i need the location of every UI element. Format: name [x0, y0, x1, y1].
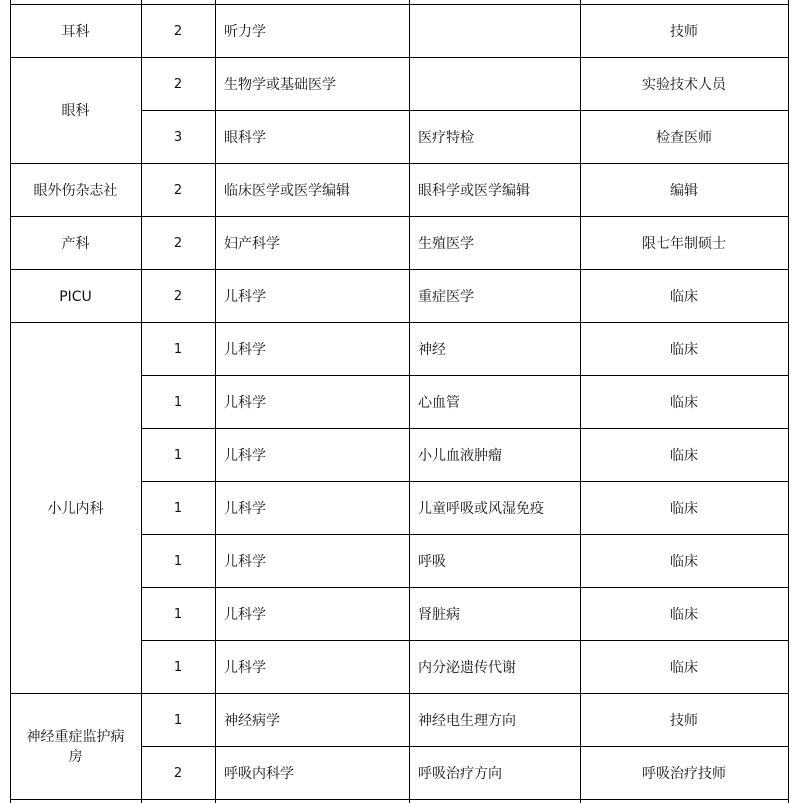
- grid-line: [141, 428, 789, 429]
- direction-cell: [409, 5, 580, 58]
- grid-line: [409, 0, 410, 803]
- grid-line: [215, 0, 216, 803]
- count-cell: 1: [173, 712, 183, 728]
- note-cell: 技师: [670, 23, 698, 40]
- note-cell: 技师: [670, 712, 698, 729]
- note-cell: 实验技术人员: [642, 76, 726, 93]
- count-cell: 1: [173, 394, 183, 410]
- major-cell: 儿科学: [224, 288, 266, 305]
- count-cell: 2: [173, 765, 183, 781]
- dept-label: 耳科: [61, 23, 90, 40]
- dept-cell: [10, 270, 141, 323]
- dept-cell: [10, 217, 141, 270]
- count-cell: 2: [173, 288, 183, 304]
- grid-line: [788, 0, 789, 803]
- grid-line: [141, 534, 789, 535]
- note-cell: 临床: [670, 553, 698, 570]
- count-cell: 1: [173, 553, 183, 569]
- major-cell: 听力学: [224, 23, 266, 40]
- major-cell: 生物学或基础医学: [224, 76, 336, 93]
- direction-cell: 肾脏病: [418, 606, 460, 623]
- direction-cell: 神经: [418, 341, 446, 358]
- direction-cell: 神经电生理方向: [418, 712, 516, 729]
- count-cell: 2: [173, 235, 183, 251]
- direction-cell: 眼科学或医学编辑: [418, 182, 530, 199]
- count-cell: 1: [173, 500, 183, 516]
- major-cell: 儿科学: [224, 500, 266, 517]
- grid-line: [10, 4, 789, 5]
- major-cell: 呼吸内科学: [224, 765, 294, 782]
- count-cell: 3: [173, 129, 183, 145]
- count-cell: 1: [173, 659, 183, 675]
- grid-line: [10, 269, 789, 270]
- major-cell: 儿科学: [224, 553, 266, 570]
- grid-line: [141, 0, 142, 803]
- direction-cell: 生殖医学: [418, 235, 474, 252]
- major-cell: 眼科学: [224, 129, 266, 146]
- note-cell: 检查医师: [656, 129, 712, 146]
- major-cell: 儿科学: [224, 447, 266, 464]
- major-cell: 儿科学: [224, 606, 266, 623]
- direction-cell: 心血管: [418, 394, 460, 411]
- count-cell: 2: [173, 182, 183, 198]
- note-cell: 临床: [670, 341, 698, 358]
- dept-label: 眼科: [61, 103, 90, 119]
- grid-line: [10, 57, 789, 58]
- grid-line: [141, 481, 789, 482]
- grid-line: [10, 163, 789, 164]
- note-cell: 临床: [670, 447, 698, 464]
- major-cell: 儿科学: [224, 659, 266, 676]
- grid-line: [10, 693, 789, 694]
- direction-cell: [409, 58, 580, 111]
- note-cell: 呼吸治疗技师: [642, 765, 726, 782]
- grid-line: [10, 799, 789, 800]
- direction-cell: 呼吸治疗方向: [418, 765, 502, 782]
- dept-label: PICU: [59, 288, 92, 305]
- dept-cell: [10, 58, 141, 164]
- major-cell: 妇产科学: [224, 235, 280, 252]
- direction-cell: 医疗特检: [418, 129, 474, 146]
- count-cell: 1: [173, 341, 183, 357]
- major-cell: 临床医学或医学编辑: [224, 182, 350, 199]
- dept-cell: [10, 5, 141, 58]
- grid-line: [141, 746, 789, 747]
- grid-line: [10, 0, 11, 803]
- note-cell: 临床: [670, 394, 698, 411]
- major-cell: 儿科学: [224, 341, 266, 358]
- dept-label: 产科: [61, 235, 90, 252]
- note-cell: 临床: [670, 606, 698, 623]
- dept-label: 神经重症监护病房: [26, 729, 125, 765]
- direction-cell: 儿童呼吸或风湿免疫: [418, 500, 544, 517]
- direction-cell: 小儿血液肿瘤: [418, 447, 502, 464]
- note-cell: 临床: [670, 500, 698, 517]
- count-cell: 2: [173, 23, 183, 39]
- dept-cell: [10, 323, 141, 694]
- dept-label: 小儿内科: [47, 500, 104, 517]
- grid-line: [141, 110, 789, 111]
- direction-cell: 重症医学: [418, 288, 474, 305]
- grid-line: [141, 587, 789, 588]
- major-cell: 儿科学: [224, 394, 266, 411]
- note-cell: 临床: [670, 288, 698, 305]
- direction-cell: 内分泌遗传代谢: [418, 659, 516, 676]
- grid-line: [580, 0, 581, 803]
- grid-line: [141, 640, 789, 641]
- note-cell: 编辑: [670, 182, 698, 199]
- note-cell: 限七年制硕士: [642, 235, 726, 252]
- count-cell: 1: [173, 606, 183, 622]
- major-cell: 神经病学: [224, 712, 280, 729]
- dept-label: 眼外伤杂志社: [33, 182, 118, 199]
- direction-cell: 呼吸: [418, 553, 446, 570]
- grid-line: [10, 322, 789, 323]
- count-cell: 1: [173, 447, 183, 463]
- note-cell: 临床: [670, 659, 698, 676]
- grid-line: [141, 375, 789, 376]
- dept-cell: [10, 694, 141, 800]
- dept-cell: [10, 164, 141, 217]
- count-cell: 2: [173, 76, 183, 92]
- grid-line: [10, 216, 789, 217]
